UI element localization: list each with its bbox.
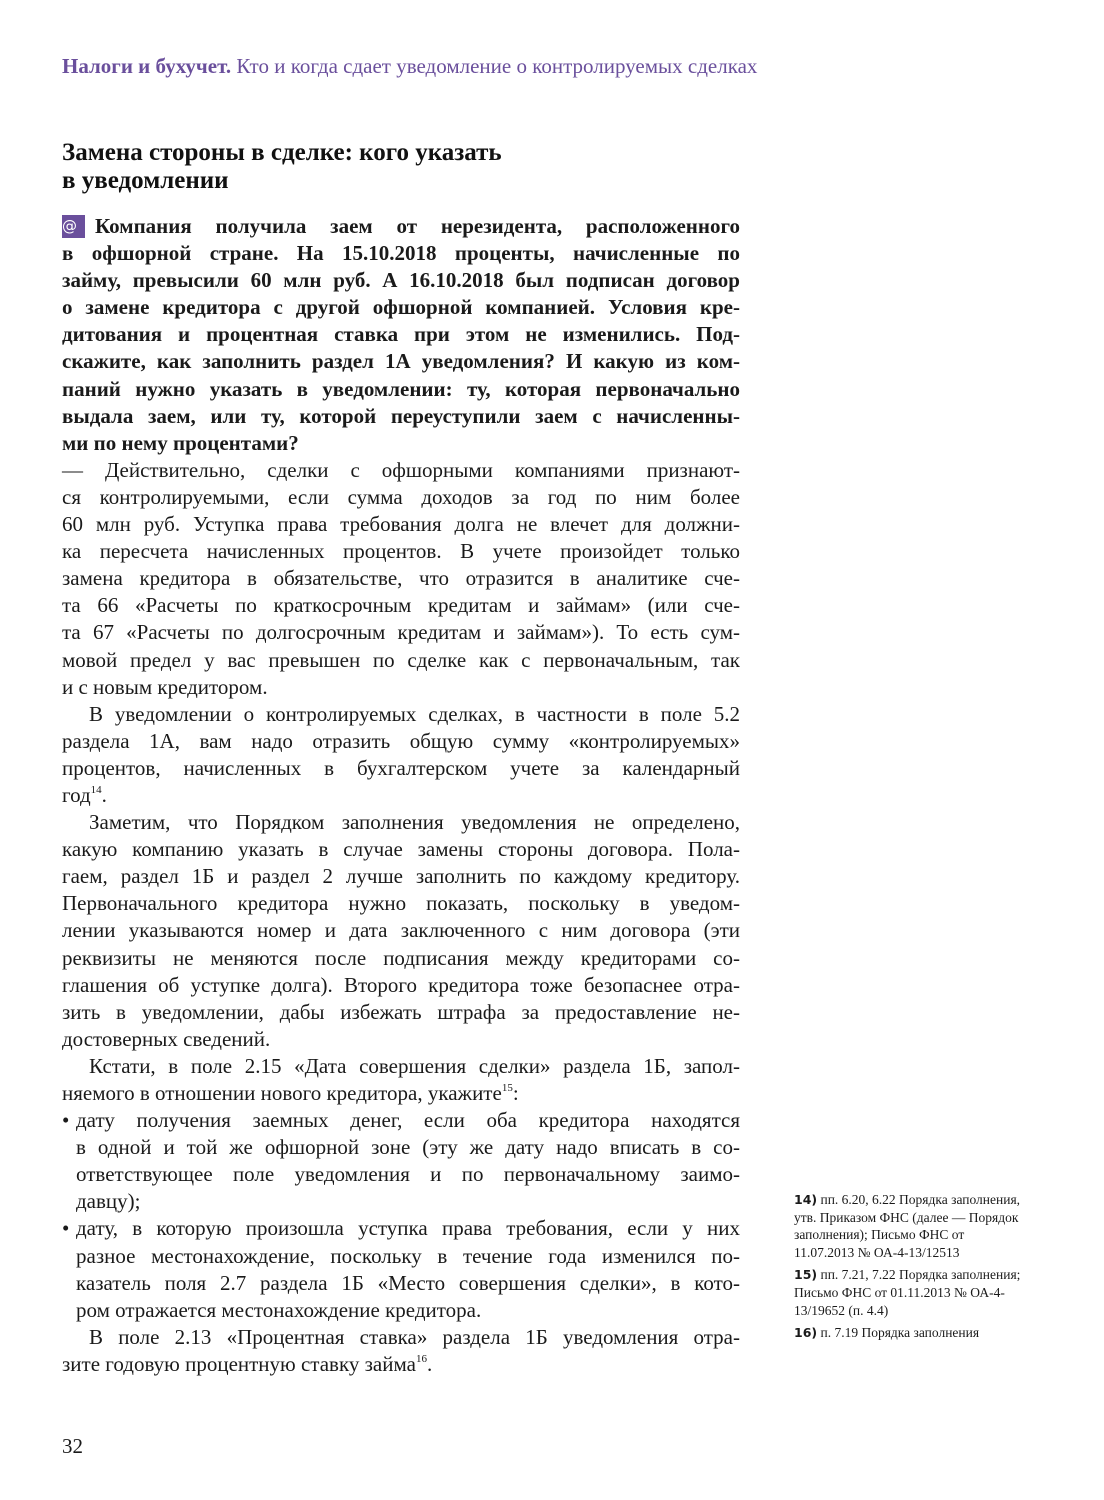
text-line [62, 511, 740, 538]
text-line [62, 1053, 740, 1080]
line-text: реквизиты не меняются после подписания между кредиторами со- [62, 945, 740, 970]
bullet-line [62, 1243, 740, 1270]
line-text: Кстати, в поле 2.15 «Дата совершения сделки» раздела 1Б, запол- [89, 1053, 740, 1078]
line-text: дату, в которую произошла уступка права требования, если у них [76, 1216, 740, 1241]
text-line [62, 592, 740, 619]
bullet-line [62, 1270, 740, 1297]
text-line [62, 972, 740, 999]
footnote-text: пп. 6.20, 6.22 Порядка заполнения, утв. Приказом ФНС (далее — Порядок заполнения); Письмо ФНС от 11.07.2013 № ОА-4-13/12513 [794, 1192, 1021, 1260]
bullet-icon: • [62, 1108, 70, 1133]
text-line [62, 1351, 740, 1378]
line-text: ся контролируемыми, если сумма доходов за год по ним более [62, 484, 740, 509]
text-line [62, 1026, 740, 1053]
punctuation: : [512, 1081, 519, 1105]
text-line [62, 674, 740, 701]
footnote-text: пп. 7.21, 7.22 Порядка заполнения; Письмо ФНС от 01.11.2013 № ОА-4-13/19652 (п. 4.4) [794, 1267, 1021, 1318]
question-line [62, 430, 740, 457]
text-line [62, 565, 740, 592]
bullet-line [62, 1215, 740, 1242]
text-line [62, 647, 740, 674]
footnote-number: 16) [794, 1325, 818, 1341]
line-text: лении указываются номер и дата заключенного с ним договора (эти [62, 918, 740, 943]
line-text: та 67 «Расчеты по долгосрочным кредитам и займам»). То есть сум- [62, 620, 740, 645]
text-line [62, 863, 740, 890]
text-line [62, 484, 740, 511]
line-text: Первоначального кредитора нужно показать, поскольку в уведом- [62, 891, 740, 916]
text-line [62, 755, 740, 782]
text-line [62, 1080, 740, 1107]
header-title: Кто и когда сдает уведомление о контролируемых сделках [236, 54, 758, 78]
line-text: 60 млн руб. Уступка права требования долга не влечет для должни- [62, 512, 740, 537]
line-text: дитования и процентная ставка при этом не изменились. Под- [62, 322, 740, 347]
question-line [62, 294, 740, 321]
text-line [62, 945, 740, 972]
question-line [62, 403, 740, 430]
article-title-line: в уведомлении [62, 167, 229, 194]
footnote-16 [794, 1324, 1024, 1342]
text-line [62, 538, 740, 565]
bullet-line [62, 1134, 740, 1161]
line-text: замена кредитора в обязательстве, что отразится в аналитике сче- [62, 566, 740, 591]
article-body [62, 213, 740, 1378]
line-text: раздела 1А, вам надо отразить общую сумму «контролируемых» [62, 728, 740, 753]
question-line [62, 240, 740, 267]
text-line [62, 917, 740, 944]
line-text: и с новым кредитором. [62, 674, 268, 699]
line-text: о замене кредитора с другой офшорной компанией. Условия кре- [62, 295, 740, 320]
line-text: глашения об уступке долга). Второго кредитора тоже безопаснее отра- [62, 972, 740, 997]
line-text: какую компанию указать в случае замены стороны договора. Пола- [62, 837, 740, 862]
text-line [62, 1324, 740, 1351]
line-text: достоверных сведений. [62, 1026, 271, 1051]
line-text: скажите, как заполнить раздел 1А уведомления? И какую из ком- [62, 349, 740, 374]
footnote-text: п. 7.19 Порядка заполнения [820, 1325, 980, 1341]
line-text: займу, превысили 60 млн руб. А 16.10.2018 был подписан договор [62, 268, 740, 293]
text-line [62, 457, 740, 484]
line-text: дату получения заемных денег, если оба кредитора находятся [76, 1108, 740, 1133]
footnote-ref: 16 [415, 1352, 427, 1365]
line-text: процентов, начисленных в бухгалтерском учете за календарный [62, 755, 740, 780]
header-section: Налоги и бухучет. [62, 54, 232, 78]
line-text: зите годовую процентную ставку займа [62, 1351, 416, 1376]
line-text: мовой предел у вас превышен по сделке как с первоначальным, так [62, 647, 740, 672]
line-text: ром отражается местонахождение кредитора. [76, 1297, 482, 1322]
at-icon: @ [62, 215, 85, 238]
line-text: паний нужно указать в уведомлении: ту, которая первоначально [62, 376, 740, 401]
line-text: разное местонахождение, поскольку в течение года изменился по- [76, 1243, 740, 1268]
article-title [62, 139, 502, 195]
text-line [62, 782, 740, 809]
bullet-line [62, 1297, 740, 1324]
question-line [62, 321, 740, 348]
line-text: — Действительно, сделки с офшорными компаниями признают- [62, 457, 740, 482]
line-text: ответствующее поле уведомления и по первоначальному заимо- [76, 1162, 740, 1187]
text-line [62, 701, 740, 728]
line-text: Заметим, что Порядком заполнения уведомления не определено, [89, 810, 740, 835]
punctuation: . [426, 1351, 433, 1376]
line-text: давцу); [76, 1189, 141, 1214]
question-line [62, 213, 740, 240]
line-text: В уведомлении о контролируемых сделках, в частности в поле 5.2 [89, 701, 740, 726]
punctuation: . [101, 782, 107, 807]
text-line [62, 999, 740, 1026]
line-text: Компания получила заем от нерезидента, расположенного [95, 214, 740, 238]
bullet-icon: • [62, 1216, 70, 1241]
page-number: 32 [62, 1434, 83, 1458]
line-text: зить в уведомлении, дабы избежать штрафа за предоставление не- [62, 999, 740, 1024]
line-text: год [62, 782, 91, 807]
line-text: в офшорной стране. На 15.10.2018 проценты, начисленные по [62, 241, 740, 266]
text-line [62, 809, 740, 836]
running-header [62, 54, 757, 79]
article-title-line: Замена стороны в сделке: кого указать [62, 139, 502, 166]
footnote-number: 14) [794, 1192, 818, 1207]
footnote-number: 15) [794, 1267, 818, 1283]
footnotes [794, 1191, 1024, 1347]
line-text: В поле 2.13 «Процентная ставка» раздела 1Б уведомления отра- [89, 1324, 740, 1349]
line-text: няемого в отношении нового кредитора, укажите [62, 1081, 502, 1105]
bullet-line [62, 1107, 740, 1134]
footnote-14 [794, 1191, 1024, 1261]
line-text: та 66 «Расчеты по краткосрочным кредитам и займам» (или сче- [62, 593, 740, 618]
bullet-line [62, 1188, 740, 1215]
line-text: в одной и той же офшорной зоне (эту же дату надо вписать в со- [76, 1135, 740, 1160]
footnote-15 [794, 1266, 1024, 1319]
line-text: ка пересчета начисленных процентов. В учете произойдет только [62, 539, 740, 564]
footnote-ref: 15 [501, 1082, 513, 1094]
text-line [62, 836, 740, 863]
question-line [62, 376, 740, 403]
text-line [62, 728, 740, 755]
question-line [62, 267, 740, 294]
text-line [62, 619, 740, 646]
question-line [62, 348, 740, 375]
line-text: выдала заем, или ту, которой переуступили заем с начисленны- [62, 403, 740, 428]
bullet-line [62, 1161, 740, 1188]
text-line [62, 890, 740, 917]
line-text: ми по нему процентами? [62, 430, 299, 455]
footnote-ref: 14 [90, 783, 102, 796]
line-text: гаем, раздел 1Б и раздел 2 лучше заполнить по каждому кредитору. [62, 864, 740, 889]
line-text: казатель поля 2.7 раздела 1Б «Место совершения сделки», в кото- [76, 1270, 740, 1295]
